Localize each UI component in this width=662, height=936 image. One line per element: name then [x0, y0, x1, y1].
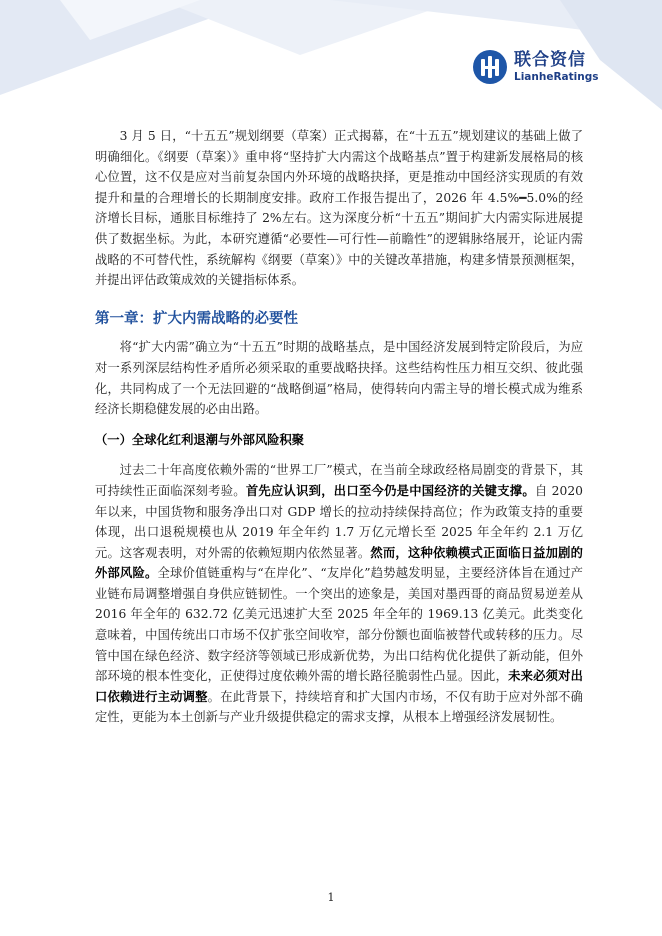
company-logo	[473, 50, 598, 84]
text-run: 过去二十年高度依赖外需的“世界工厂”模式，在当前全球政经格局剧变的背景下，其可持续性正面临深刻考验。	[95, 463, 583, 498]
chapter-paragraph: 将“扩大内需”确立为“十五五”时期的战略基点，是中国经济发展到特定阶段后，为应对一系列深层结构性矛盾所必须采取的重要战略抉择。这些结构性压力相互交织、彼此强化，共同构成了一个无法回避的“战略倒逼”格局，使得转向内需主导的增长模式成为维系经济长期稳健发展的必由出路。	[95, 340, 583, 417]
bold-text-run: 未来必须对出口依赖进行主动调整	[95, 668, 583, 704]
document-body	[95, 126, 583, 728]
logo-english-name: LianheRatings	[514, 70, 599, 83]
text-run: 自 2020 年以来，中国货物和服务净出口对 GDP 增长的拉动持续保持高位；作为政策支持的重要体现，出口退税规模也从 2019 年全年约 1.7 万亿元增长至 2025 年全年约 2.1 万亿元。这客观表明，对外需的依赖短期内依然显著。	[95, 483, 583, 560]
text-run: 全球价值链重构与“在岸化”、“友岸化”趋势越发明显，主要经济体旨在通过产业链布局调整增强自身供应链韧性。一个突出的迹象是，美国对墨西哥的商品贸易逆差从 2016 年全年的 632.72 亿美元迅速扩大至 2025 年全年的 1969.13 亿美元。此类变化意味着，中国传统出口市场不仅扩张空间收窄，部分份额也面临被替代或转移的压力。尽管中国在绿色经济、数字经济等领域已形成新优势，为出口结构优化提供了新动能，但外部环境的根本性变化，正使得过度依赖外需的增长路径脆弱性凸显。因此，	[95, 566, 583, 684]
section-title: （一）全球化红利退潮与外部风险积聚	[95, 432, 305, 447]
section-paragraph	[95, 460, 583, 728]
logo-chinese-name: 联合资信	[514, 49, 586, 70]
text-run: 。在此背景下，持续培育和扩大国内市场，不仅有助于应对外部不确定性，更能为本土创新与产业升级提供稳定的需求支撑，从根本上增强经济发展韧性。	[95, 689, 583, 725]
bold-text-run: 首先应认识到，出口至今仍是中国经济的关键支撑。	[245, 482, 535, 498]
bold-text-run: 然而，这种依赖模式正面临日益加剧的外部风险。	[95, 544, 583, 581]
lianhe-ratings-logo-icon	[473, 50, 507, 84]
chapter-title: 第一章：扩大内需战略的必要性	[95, 310, 298, 327]
intro-paragraph: 3 月 5 日，“十五五”规划纲要（草案）正式揭幕，在“十五五”规划建议的基础上做了明确细化。《纲要（草案）》重申将“坚持扩大内需这个战略基点”置于构建新发展格局的核心位置，这不仅是应对当前复杂国内外环境的战略抉择，更是推动中国经济实现质的有效提升和量的合理增长的长期制度安排。政府工作报告提出了，2026 年 4.5%━5.0%的经济增长目标，通胀目标维持了 2%左右。这为深度分析“十五五”期间扩大内需实际进展提供了数据坐标。为此，本研究遵循“必要性—可行性—前瞻性”的逻辑脉络展开，论证内需战略的不可替代性，系统解构《纲要（草案）》中的关键改革措施，构建多情景预测框架，并提出评估政策成效的关键指标体系。	[95, 129, 583, 288]
page-number: 1	[327, 891, 335, 904]
